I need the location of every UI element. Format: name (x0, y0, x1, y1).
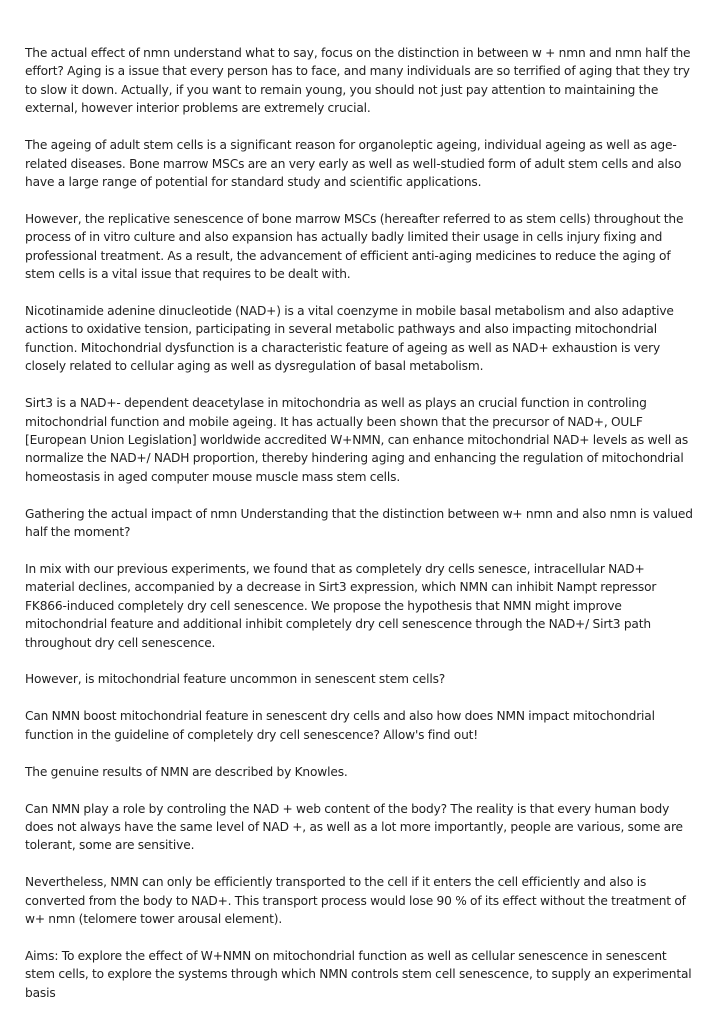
paragraph-8: However, is mitochondrial feature uncommon in senescent stem cells? (25, 672, 446, 687)
paragraph-7: In mix with our previous experiments, we found that as completely dry cells senesce, intracellular NAD+ material declines, accompanied by a decrease in Sirt3 expression, which NMN can inhibit Nampt repressor FK866-induced completely dry cell senescence. We propose the hypothesis that NMN might improve mitochondrial feature and additional inhibit completely dry cell senescence through the NAD+/ Sirt3 path throughout dry cell senescence. (25, 561, 657, 650)
document-body (25, 44, 697, 1021)
paragraph-6: Gathering the actual impact of nmn Understanding that the distinction between w+ nmn and also nmn is valued half the moment? (25, 506, 693, 540)
paragraph-5: Sirt3 is a NAD+- dependent deacetylase in mitochondria as well as plays an crucial function in controling mitochondrial function and mobile ageing. It has actually been shown that the precursor of NAD+, OULF [European Union Legislation] worldwide accredited W+NMN, can enhance mitochondrial NAD+ levels as well as normalize the NAD+/ NADH proportion, thereby hindering aging and enhancing the regulation of mitochondrial homeostasis in aged computer mouse muscle mass stem cells. (25, 396, 689, 484)
paragraph-4: Nicotinamide adenine dinucleotide (NAD+) is a vital coenzyme in mobile basal metabolism and also adaptive actions to oxidative tension, participating in several metabolic pathways and also impacting mitochondrial function. Mitochondrial dysfunction is a characteristic feature of ageing as well as NAD+ exhaustion is very closely related to cellular aging as well as dysregulation of basal metabolism. (25, 303, 674, 374)
paragraph-3: However, the replicative senescence of bone marrow MSCs (hereafter referred to as stem cells) throughout the process of in vitro culture and also expansion has actually badly limited their usage in cells injury fixing and professional treatment. As a result, the advancement of efficient anti-aging medicines to reduce the aging of stem cells is a vital issue that requires to be dealt with. (25, 211, 684, 282)
paragraph-9: Can NMN boost mitochondrial feature in senescent dry cells and also how does NMN impact mitochondrial function in the guideline of completely dry cell senescence? Allow's find out! (25, 709, 655, 742)
paragraph-10: The genuine results of NMN are described by Knowles. (25, 764, 348, 779)
paragraph-2: The ageing of adult stem cells is a significant reason for organoleptic ageing, individual ageing as well as age-related diseases. Bone marrow MSCs are an very early as well as well-studied form of adult stem cells and also have a large range of potential for standard study and scientific applications. (25, 138, 682, 189)
paragraph-12: Nevertheless, NMN can only be efficiently transported to the cell if it enters the cell efficiently and also is converted from the body to NAD+. This transport process would lose 90 % of its effect without the treatment of w+ nmn (telomere tower arousal element). (25, 875, 686, 927)
paragraph-11: Can NMN play a role by controling the NAD + web content of the body? The reality is that every human body does not always have the same level of NAD +, as well as a lot more importantly, people are various, some are tolerant, some are sensitive. (25, 801, 683, 853)
paragraph-1: The actual effect of nmn understand what to say, focus on the distinction in between w + nmn and nmn half the effort? Aging is a issue that every person has to face, and many individuals are so terrified of aging that they try to slow it down. Actually, if you want to remain young, you should not just pay attention to maintaining the external, however interior problems are extremely crucial. (25, 46, 691, 116)
paragraph-13: Aims: To explore the effect of W+NMN on mitochondrial function as well as cellular senescence in senescent stem cells, to explore the systems through which NMN controls stem cell senescence, to supply an experimental basis (25, 949, 692, 1000)
